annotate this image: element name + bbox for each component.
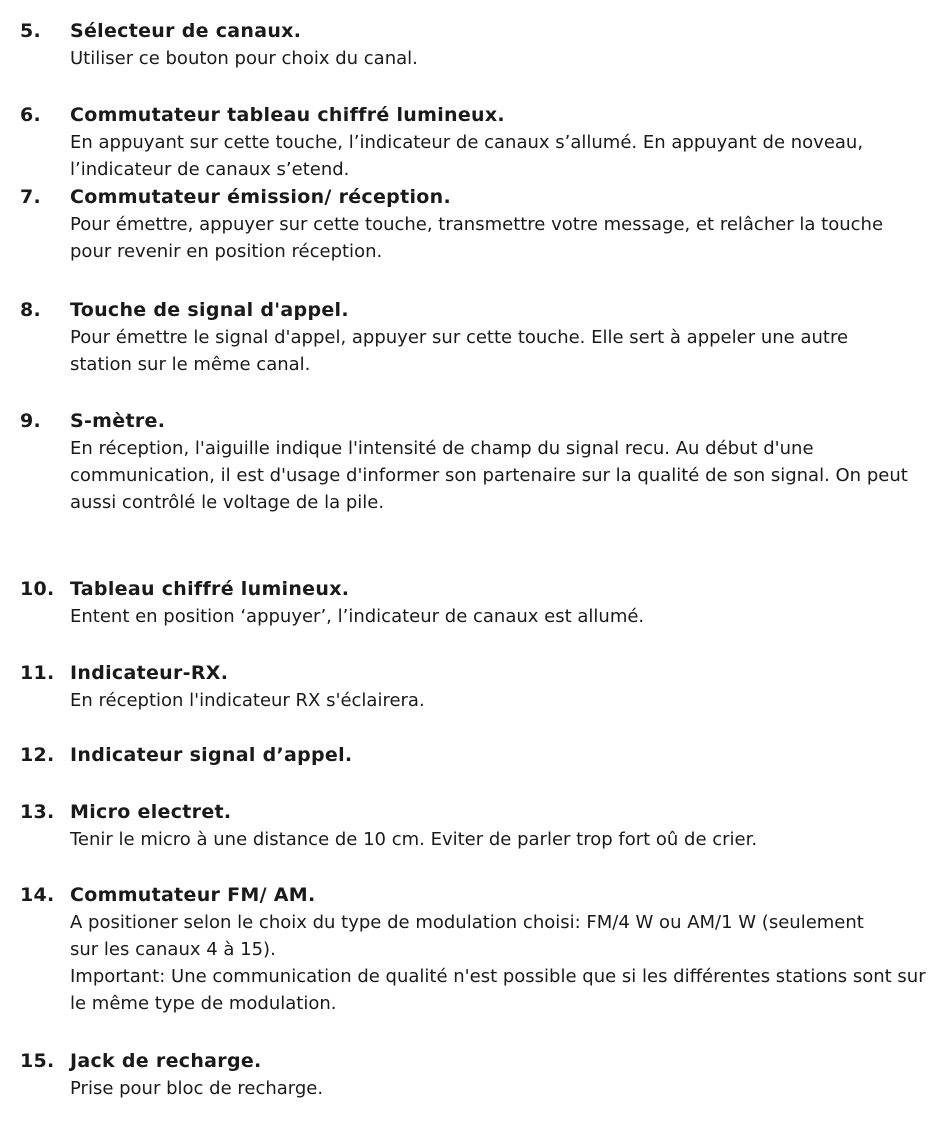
item-paragraph: Prise pour bloc de recharge.	[70, 1078, 324, 1099]
item-body	[70, 826, 930, 853]
item-title: Indicateur-RX.	[70, 662, 229, 684]
item-paragraph: En appuyant sur cette touche, l’indicateur de canaux s’allumé. En appuyant de noveau, l’indicateur de canaux s’etend.	[70, 132, 864, 180]
item-number: 6.	[20, 104, 42, 126]
item-paragraph: En réception, l'aiguille indique l'intensité de champ du signal recu. Au début d'une communication, il est d'usage d'informer son partenaire sur la qualité de son signal. On peut aussi contrôlé le voltage de la pile.	[70, 438, 908, 513]
item-body	[70, 687, 930, 714]
item-number: 13.	[20, 801, 55, 823]
item-paragraph: Pour émettre le signal d'appel, appuyer sur cette touche. Elle sert à appeler une autre station sur le même canal.	[70, 327, 849, 375]
item-title: Commutateur FM/ AM.	[70, 884, 316, 906]
item-title: Tableau chiffré lumineux.	[70, 578, 350, 600]
item-body	[70, 909, 930, 1017]
item-title: Jack de recharge.	[70, 1050, 262, 1072]
item-title: Commutateur tableau chiffré lumineux.	[70, 104, 505, 126]
item-body	[70, 1075, 930, 1102]
item-number: 11.	[20, 662, 55, 684]
item-title: Micro electret.	[70, 801, 232, 823]
item-paragraph: Utiliser ce bouton pour choix du canal.	[70, 48, 418, 69]
item-paragraph: En réception l'indicateur RX s'éclairera.	[70, 690, 425, 711]
item-paragraph: A positioner selon le choix du type de modulation choisi: FM/4 W ou AM/1 W (seulement sur les canaux 4 à 15).	[70, 912, 864, 960]
item-title: S-mètre.	[70, 410, 166, 432]
item-title: Indicateur signal d’appel.	[70, 744, 353, 766]
item-number: 14.	[20, 884, 55, 906]
item-body	[70, 211, 915, 265]
item-number: 15.	[20, 1050, 55, 1072]
item-paragraph: Tenir le micro à une distance de 10 cm. Eviter de parler trop fort oû de crier.	[70, 829, 758, 850]
item-body	[70, 45, 930, 72]
item-paragraph: Entent en position ‘appuyer’, l’indicateur de canaux est allumé.	[70, 606, 645, 627]
item-paragraph: Pour émettre, appuyer sur cette touche, transmettre votre message, et relâcher la touche pour revenir en position réception.	[70, 214, 884, 262]
item-number: 9.	[20, 410, 42, 432]
item-number: 12.	[20, 744, 55, 766]
item-number: 10.	[20, 578, 55, 600]
item-number: 8.	[20, 299, 42, 321]
item-number: 5.	[20, 20, 42, 42]
item-body	[70, 129, 870, 183]
item-title: Sélecteur de canaux.	[70, 20, 302, 42]
item-body	[70, 435, 930, 516]
item-paragraph: Important: Une communication de qualité n'est possible que si les différentes stations sont sur le même type de modulation.	[70, 966, 926, 1014]
item-number: 7.	[20, 186, 42, 208]
item-title: Commutateur émission/ réception.	[70, 186, 451, 208]
item-body	[70, 324, 900, 378]
item-title: Touche de signal d'appel.	[70, 299, 349, 321]
item-body	[70, 603, 930, 630]
